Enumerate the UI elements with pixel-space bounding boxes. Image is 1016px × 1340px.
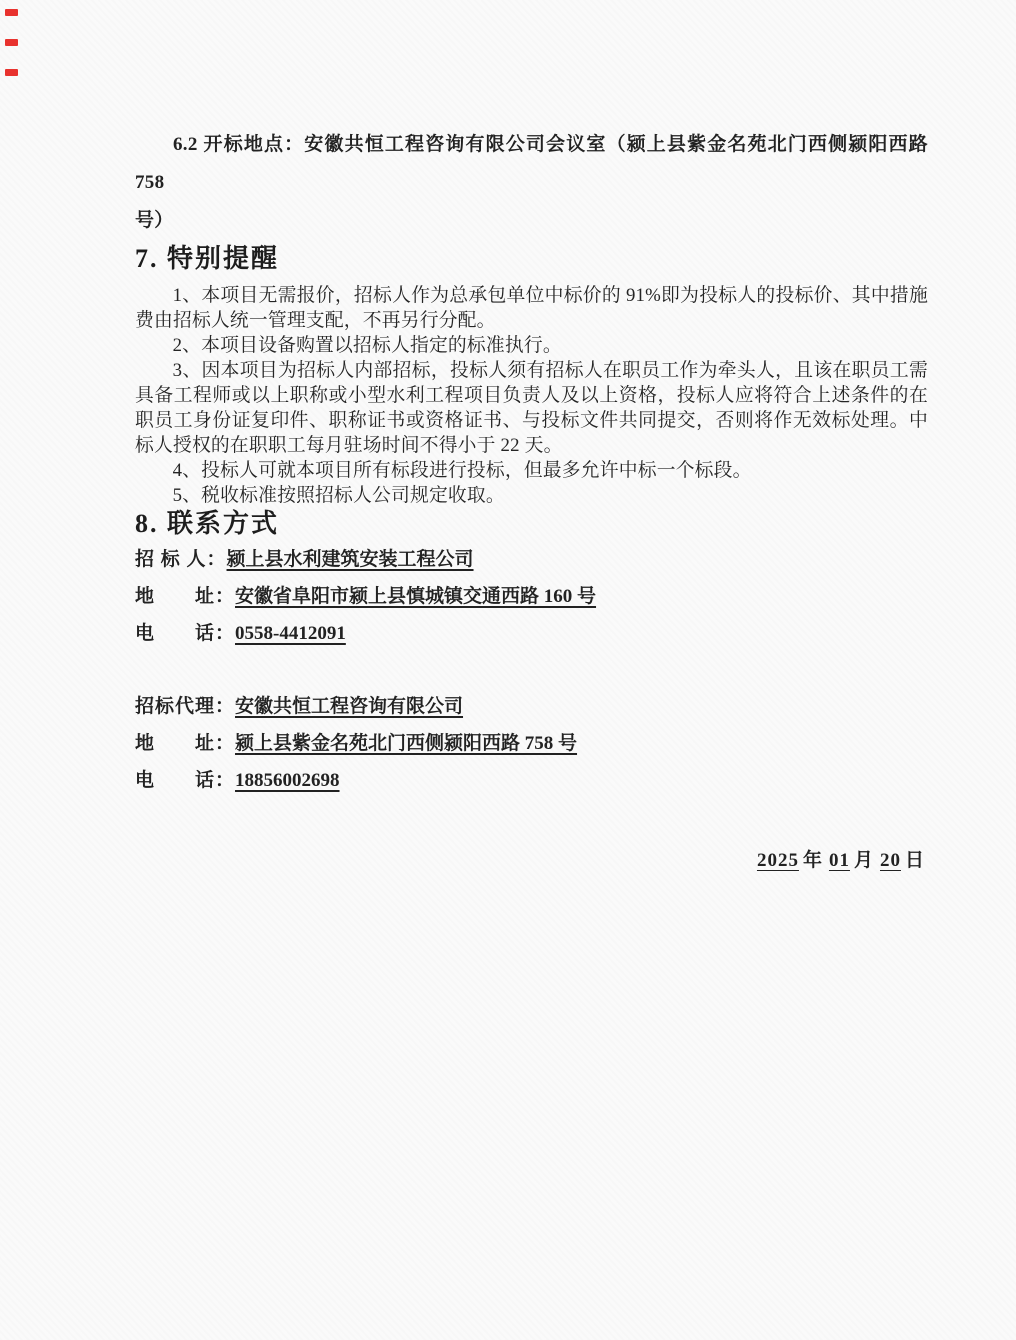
bid-opening-location-paragraph [135, 126, 928, 240]
agency-phone-row [135, 769, 928, 793]
agency-label: 招标代理： [135, 696, 236, 717]
tenderer-phone-row [135, 622, 928, 646]
red-dash-mark [5, 9, 18, 16]
date-month-unit: 月 [853, 850, 874, 871]
tenderer-address-row [135, 585, 928, 609]
red-dash-mark [5, 39, 18, 46]
agency-address-value: 颍上县紫金名苑北门西侧颍阳西路 758 号 [235, 733, 578, 754]
agency-row [135, 695, 928, 719]
date-day-unit: 日 [904, 850, 925, 871]
document-body [135, 126, 928, 872]
tenderer-phone-value: 0558-4412091 [235, 623, 346, 644]
tenderer-label: 招 标 人： [135, 549, 227, 570]
tenderer-address-value: 安徽省阜阳市颍上县慎城镇交通西路 160 号 [235, 586, 597, 607]
agency-address-row [135, 732, 928, 756]
agency-value: 安徽共恒工程咨询有限公司 [235, 696, 464, 717]
bid-opening-location-line1: 6.2 开标地点：安徽共恒工程咨询有限公司会议室（颍上县紫金名苑北门西侧颍阳西路 758 [135, 134, 928, 193]
agency-phone-label: 电 话： [135, 770, 236, 791]
reminder-item-5: 5、税收标准按照招标人公司规定收取。 [172, 485, 505, 506]
contact-info-block [135, 548, 928, 793]
agency-address-label: 地 址： [135, 733, 236, 754]
tenderer-phone-label: 电 话： [135, 623, 236, 644]
section7-heading-special-reminders: 7. 特别提醒 [135, 244, 280, 273]
reminder-item-4: 4、投标人可就本项目所有标段进行投标，但最多允许中标一个标段。 [172, 460, 752, 481]
reminder-item-1: 1、本项目无需报价，招标人作为总承包单位中标价的 91%即为投标人的投标价、其中措施费由招标人统一管理支配，不再另行分配。 [135, 285, 928, 331]
tenderer-value: 颍上县水利建筑安装工程公司 [226, 549, 474, 570]
tenderer-row [135, 548, 928, 572]
date-month: 01 [828, 850, 850, 871]
agency-phone-value: 18856002698 [235, 770, 340, 791]
reminder-item-3: 3、因本项目为招标人内部招标，投标人须有招标人在职员工作为牵头人，且该在职员工需具备工程师或以上职称或小型水利工程项目负责人及以上资格，投标人应将符合上述条件的在职员工身份证复印件、职称证书或资格证书、与投标文件共同提交，否则将作无效标处理。中标人授权的在职职工每月驻场时间不得小于 22 天。 [135, 360, 928, 456]
document-date [135, 845, 928, 872]
date-year: 2025 [756, 850, 799, 871]
date-year-unit: 年 [802, 850, 823, 871]
section8-heading-contact-info: 8. 联系方式 [135, 509, 280, 538]
tenderer-address-label: 地 址： [135, 586, 236, 607]
date-day: 20 [879, 850, 901, 871]
red-dash-mark [5, 69, 18, 76]
bid-opening-location-line2: 号） [135, 210, 174, 231]
reminder-item-2: 2、本项目设备购置以招标人指定的标准执行。 [172, 335, 562, 356]
